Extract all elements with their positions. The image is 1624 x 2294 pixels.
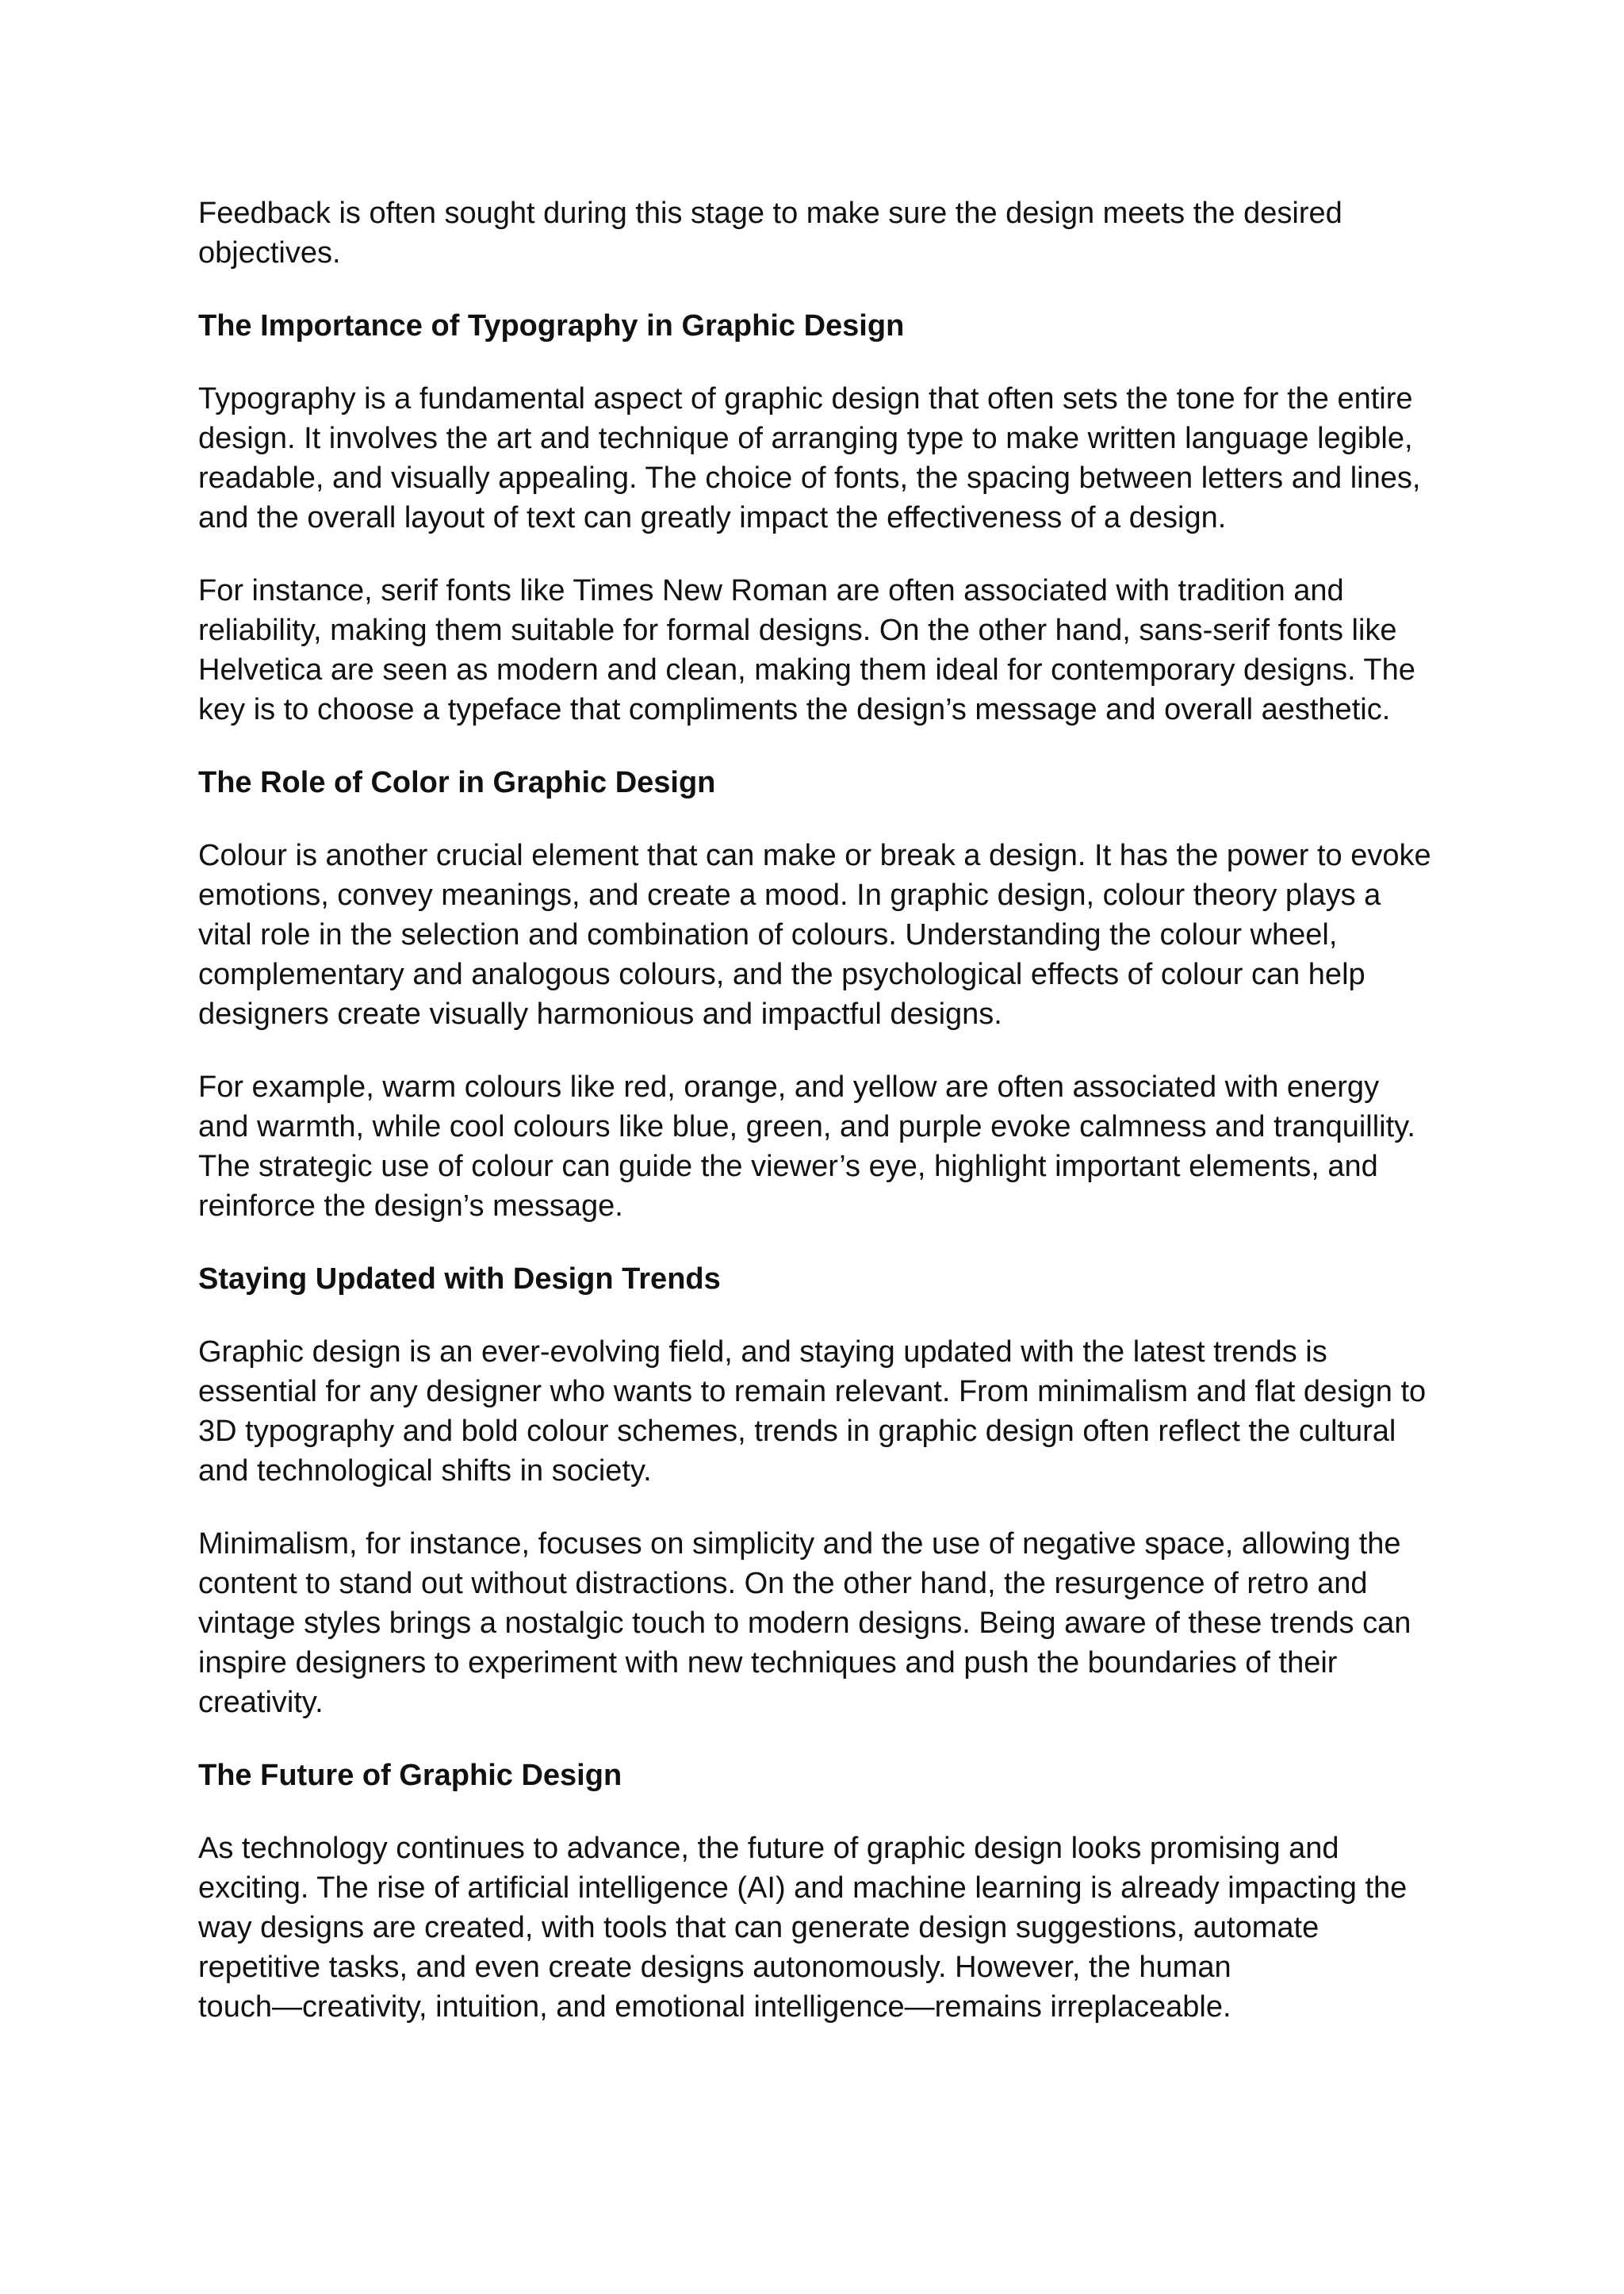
heading-text: Staying Updated with Design Trends [198,1262,721,1296]
text-line: key is to choose a typeface that compliments the design’s message and overall aesthetic. [198,693,1391,726]
text-line: touch—creativity, intuition, and emotional intelligence—remains irreplaceable. [198,1990,1231,2024]
text-line: Graphic design is an ever-evolving field, and staying updated with the latest trends is [198,1335,1327,1369]
text-line: Typography is a fundamental aspect of graphic design that often sets the tone for the entire [198,382,1413,416]
paragraph-typography-examples [198,571,1443,730]
text-line: objectives. [198,236,341,270]
text-line: readable, and visually appealing. The choice of fonts, the spacing between letters and lines, [198,461,1421,495]
text-line: and warmth, while cool colours like blue, green, and purple evoke calmness and tranquillity. [198,1110,1415,1143]
text-line: Helvetica are seen as modern and clean, making them ideal for contemporary designs. The [198,653,1415,687]
text-line: Feedback is often sought during this stage to make sure the design meets the desired [198,197,1342,230]
text-line: For instance, serif fonts like Times New Roman are often associated with tradition and [198,574,1344,607]
text-line: inspire designers to experiment with new techniques and push the boundaries of their [198,1646,1338,1679]
text-line: As technology continues to advance, the future of graphic design looks promising and [198,1832,1339,1865]
text-line: and the overall layout of text can greatly impact the effectiveness of a design. [198,501,1227,534]
heading-text: The Future of Graphic Design [198,1759,622,1792]
text-line: reinforce the design’s message. [198,1189,623,1223]
text-line: 3D typography and bold colour schemes, trends in graphic design often reflect the cultural [198,1415,1396,1448]
text-line: reliability, making them suitable for formal designs. On the other hand, sans-serif fonts like [198,614,1397,647]
text-line: exciting. The rise of artificial intelligence (AI) and machine learning is already impacting the [198,1871,1408,1905]
paragraph-typography-intro [198,379,1443,538]
paragraph-colour-examples [198,1067,1443,1226]
text-line: designers create visually harmonious and impactful designs. [198,998,1002,1031]
heading-trends [198,1259,1443,1299]
text-line: vintage styles brings a nostalgic touch to modern designs. Being aware of these trends can [198,1607,1411,1640]
text-line: complementary and analogous colours, and the psychological effects of colour can help [198,958,1365,991]
text-line: vital role in the selection and combination of colours. Understanding the colour wheel, [198,918,1338,952]
heading-future [198,1756,1443,1795]
paragraph-minimalism [198,1524,1443,1722]
text-line: The strategic use of colour can guide the viewer’s eye, highlight important elements, and [198,1150,1378,1183]
text-line: Minimalism, for instance, focuses on simplicity and the use of negative space, allowing the [198,1527,1401,1561]
text-line: essential for any designer who wants to remain relevant. From minimalism and flat design to [198,1375,1427,1408]
document-page [198,193,1443,2060]
heading-color [198,763,1443,802]
text-line: emotions, convey meanings, and create a mood. In graphic design, colour theory plays a [198,879,1381,912]
text-line: For example, warm colours like red, orange, and yellow are often associated with energy [198,1070,1380,1104]
text-line: design. It involves the art and technique of arranging type to make written language legible, [198,422,1413,455]
heading-text: The Role of Color in Graphic Design [198,766,716,799]
heading-typography [198,306,1443,346]
paragraph-future [198,1829,1443,2027]
text-line: Colour is another crucial element that can make or break a design. It has the power to evoke [198,839,1431,872]
paragraph-colour-intro [198,836,1443,1034]
text-line: and technological shifts in society. [198,1454,652,1488]
text-line: way designs are created, with tools that can generate design suggestions, automate [198,1911,1320,1944]
text-line: content to stand out without distractions. On the other hand, the resurgence of retro and [198,1567,1368,1600]
text-line: repetitive tasks, and even create designs autonomously. However, the human [198,1951,1231,1984]
paragraph-trends-intro [198,1332,1443,1491]
paragraph-feedback [198,193,1443,273]
text-line: creativity. [198,1686,324,1719]
heading-text: The Importance of Typography in Graphic Design [198,309,905,343]
